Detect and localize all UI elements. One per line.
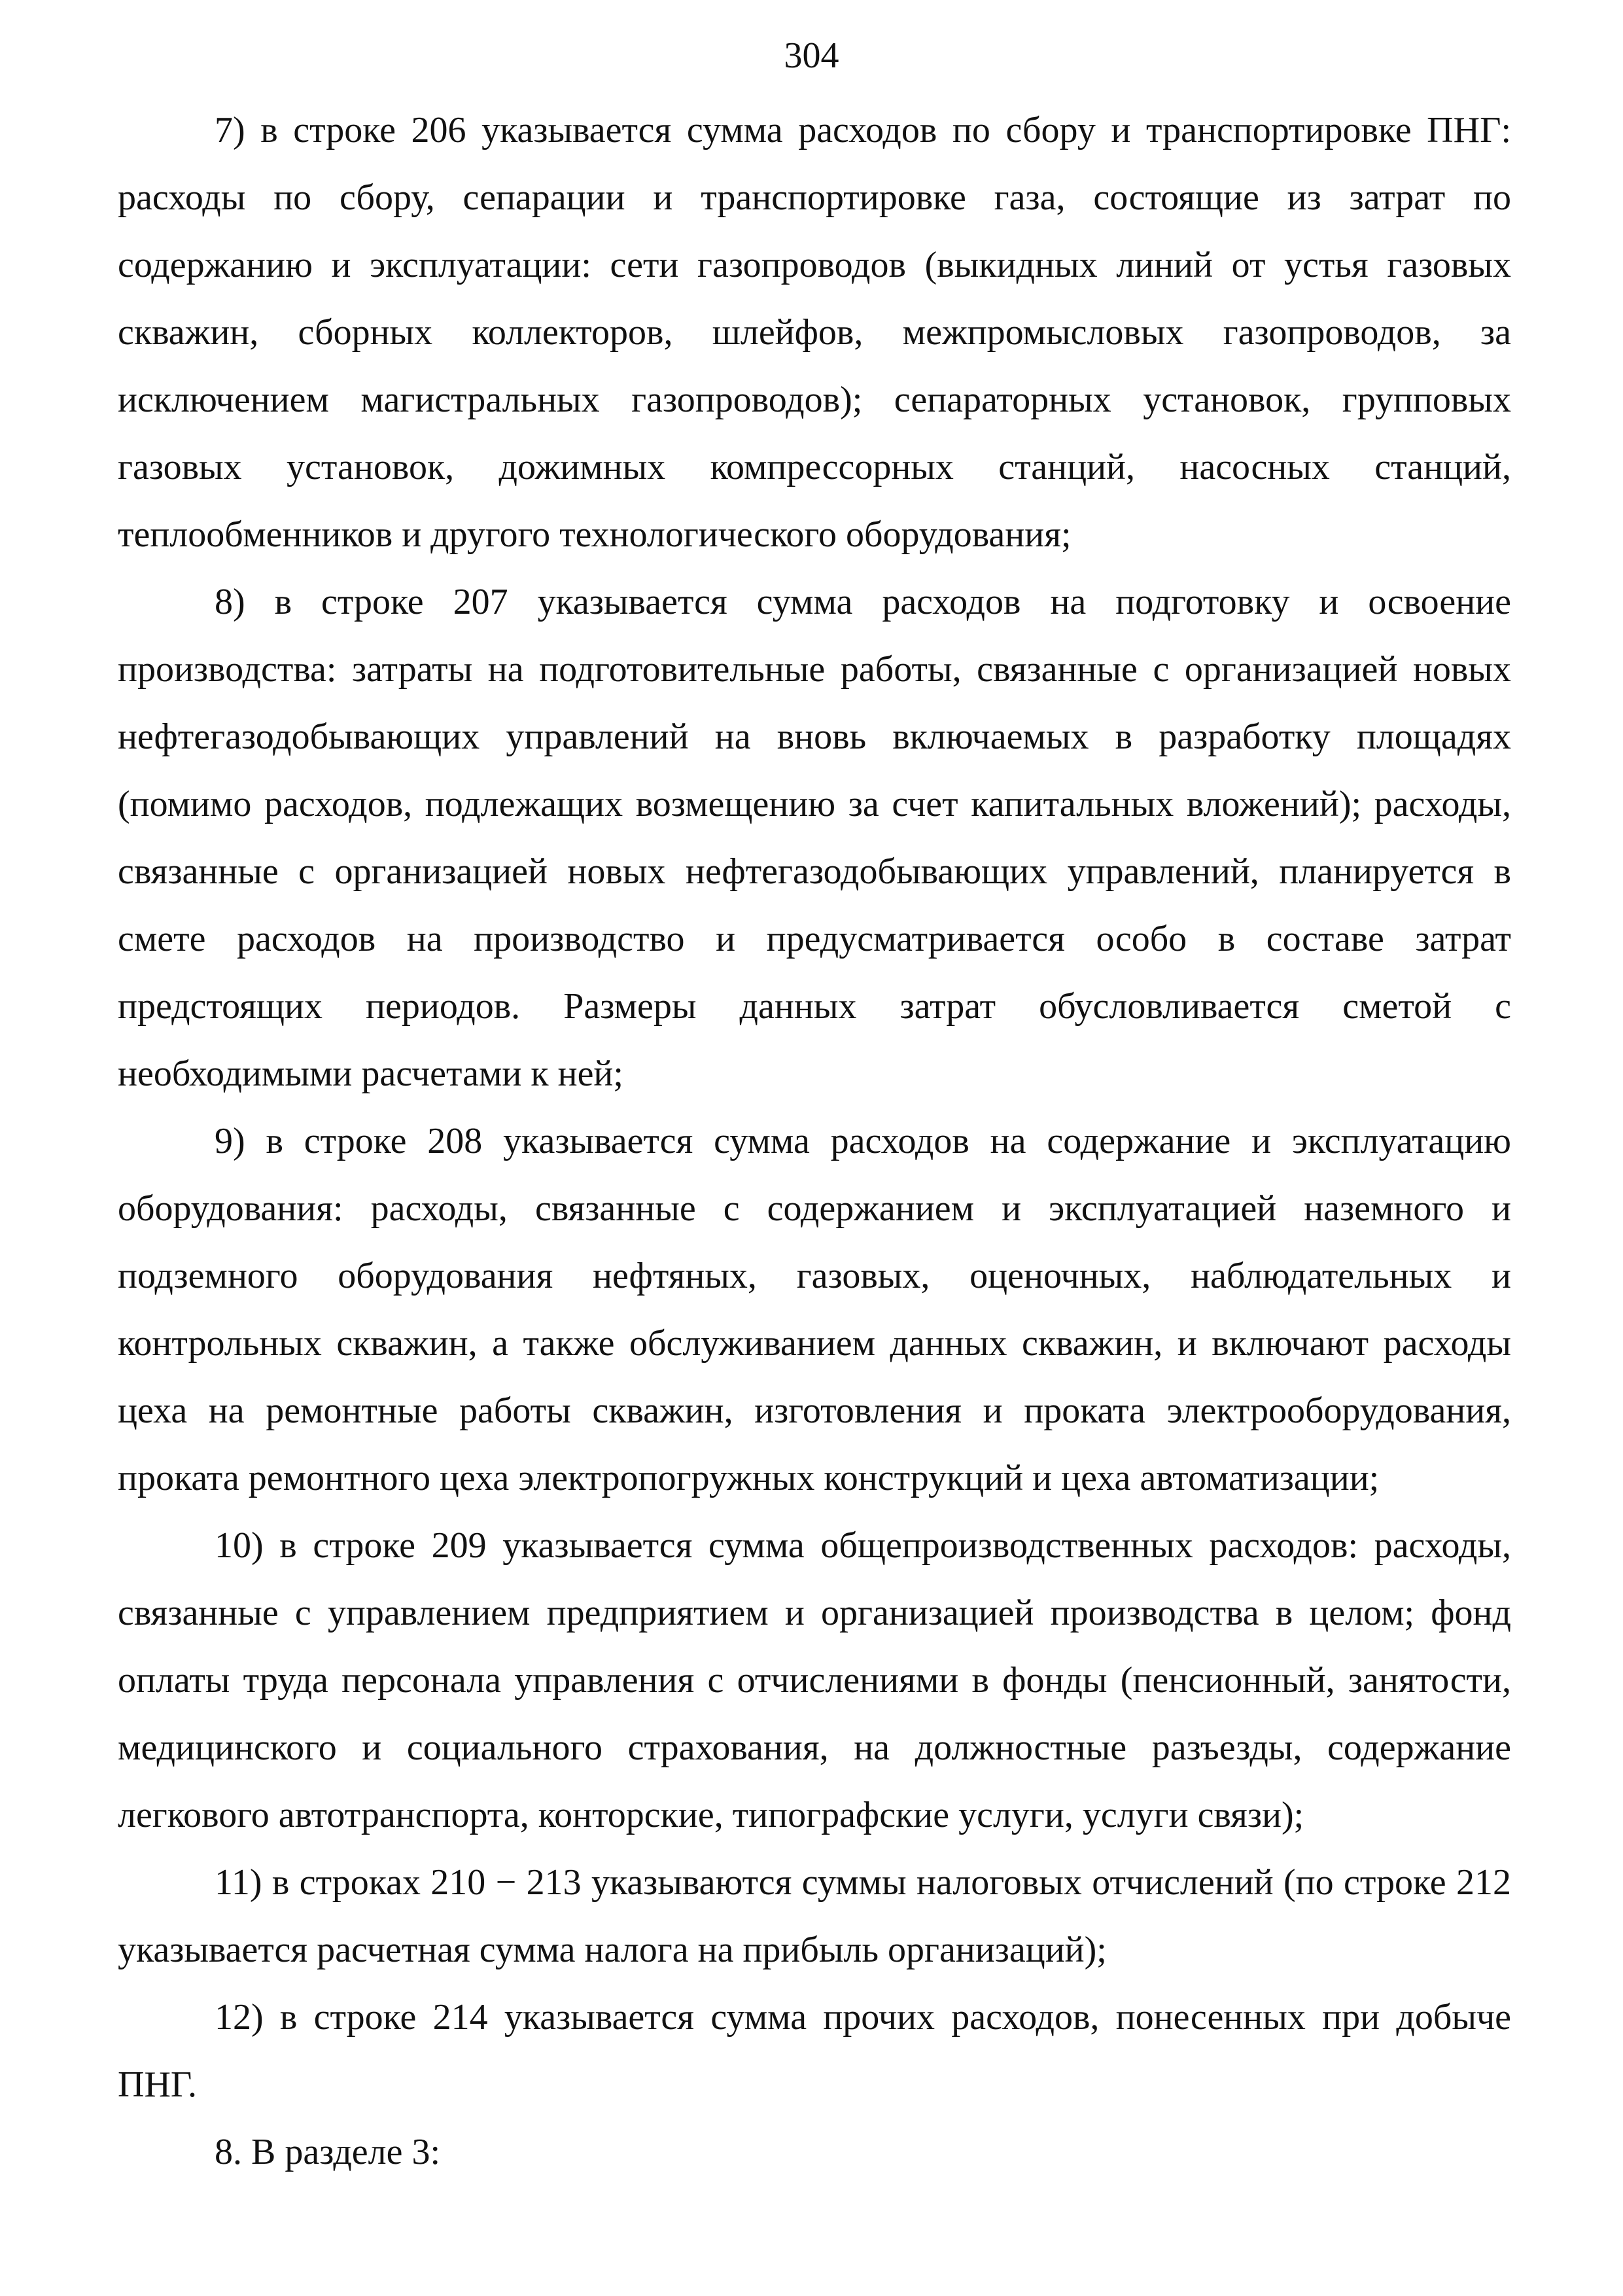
paragraph-item-12: 12) в строке 214 указывается сумма прочих расходов, понесенных при добыче ПНГ. bbox=[118, 1997, 1511, 2105]
section-heading-8: 8. В разделе 3: bbox=[215, 2132, 441, 2172]
paragraph-item-9: 9) в строке 208 указывается сумма расходов на содержание и эксплуатацию оборудования: расходы, связанные с содержанием и эксплуатацией наземного и подземного оборудования нефтяных, газовых, оценочных, наблюдательных и контрольных скважин, а также обслуживанием данных скважин, и включают расходы цеха на ремонтные работы скважин, изготовления и проката электрооборудования, проката ремонтного цеха электропогружных конструкций и цеха автоматизации; bbox=[118, 1121, 1511, 1498]
page-number: 304 bbox=[784, 35, 839, 76]
paragraph-item-11: 11) в строках 210 − 213 указываются суммы налоговых отчислений (по строке 212 указывается расчетная сумма налога на прибыль организаций); bbox=[118, 1862, 1511, 1970]
paragraph-item-7: 7) в строке 206 указывается сумма расходов по сбору и транспортировке ПНГ: расходы по сбору, сепарации и транспортировке газа, состоящие из затрат по содержанию и эксплуатации: сети газопроводов (выкидных линий от устья газовых скважин, сборных коллекторов, шлейфов, межпромысловых газопроводов, за исключением магистральных газопроводов); сепараторных установок, групповых газовых установок, дожимных компрессорных станций, насосных станций, теплообменников и другого технологического оборудования; bbox=[118, 110, 1511, 555]
paragraph-item-10: 10) в строке 209 указывается сумма общепроизводственных расходов: расходы, связанные с управлением предприятием и организацией производства в целом; фонд оплаты труда персонала управления с отчислениями в фонды (пенсионный, занятости, медицинского и социального страхования, на должностные разъезды, содержание легкового автотранспорта, конторские, типографские услуги, услуги связи); bbox=[118, 1525, 1511, 1835]
document-body bbox=[118, 97, 1511, 2186]
paragraph-item-8: 8) в строке 207 указывается сумма расходов на подготовку и освоение производства: затраты на подготовительные работы, связанные с организацией новых нефтегазодобывающих управлений на вновь включаемых в разработку площадях (помимо расходов, подлежащих возмещению за счет капитальных вложений); расходы, связанные с организацией новых нефтегазодобывающих управлений, планируется в смете расходов на производство и предусматривается особо в составе затрат предстоящих периодов. Размеры данных затрат обусловливается сметой с необходимыми расчетами к ней; bbox=[118, 582, 1511, 1094]
